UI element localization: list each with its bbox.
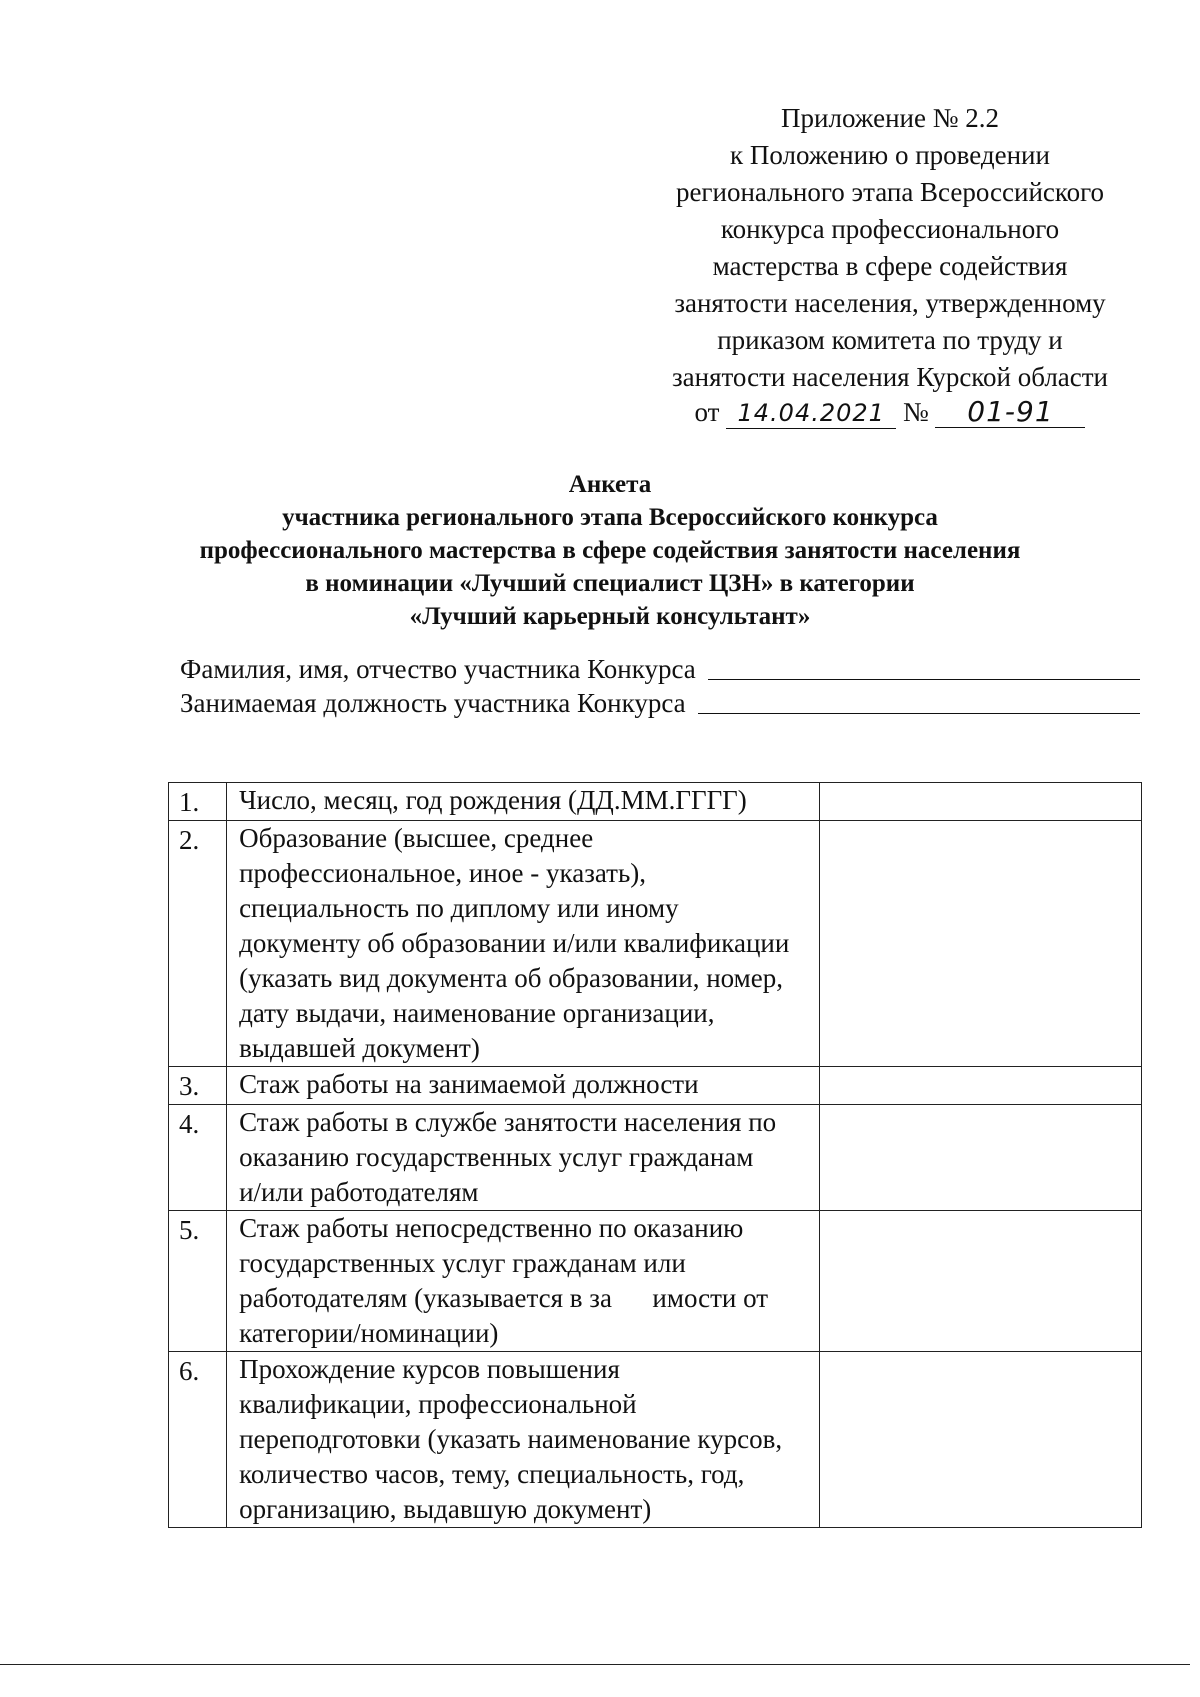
questionnaire-table-body [169,783,1142,1528]
row-description [227,821,820,1067]
description-line: Стаж работы в службе занятости населения по [239,1107,777,1137]
appendix-line: мастерства в сфере содействия [712,251,1068,281]
answer-cell[interactable] [819,1352,1141,1528]
row-number: 4. [169,1105,227,1211]
title-line: «Лучший карьерный консультант» [409,603,811,630]
description-line: выдавшей документ) [239,1033,480,1063]
page-bottom-rule [0,1664,1190,1665]
handwritten-order-number: 01-91 [935,397,1085,428]
description-line: категории/номинации) [239,1318,499,1348]
table-row [169,783,1142,821]
row-description [227,1352,820,1528]
answer-cell[interactable] [819,821,1141,1067]
handwritten-date: 14.04.2021 [726,398,896,429]
answer-cell[interactable] [819,1105,1141,1211]
appendix-line: Приложение № 2.2 [781,103,999,133]
form-title [160,468,1060,633]
row-description [227,783,820,821]
appendix-line: конкурса профессионального [720,214,1060,244]
table-row [169,1067,1142,1105]
table-row [169,1352,1142,1528]
field-position [180,686,1140,720]
field-full-name [180,652,1140,686]
description-line: Образование (высшее, среднее [239,823,594,853]
description-line: переподготовки (указать наименование курсов, [239,1424,783,1454]
appendix-line: к Положению о проведении [730,140,1050,170]
row-number: 2. [169,821,227,1067]
appendix-line: занятости населения Курской области [671,362,1109,392]
row-number: 6. [169,1352,227,1528]
description-line: Число, месяц, год рождения (ДД.ММ.ГГГГ) [239,785,747,815]
title-line: Анкета [568,471,652,498]
appendix-line: регионального этапа Всероссийского [675,177,1105,207]
answer-cell[interactable] [819,1211,1141,1352]
description-line: государственных услуг гражданам или [239,1248,686,1278]
description-line: и/или работодателям [239,1177,479,1207]
description-line: дату выдачи, наименование организации, [239,998,715,1028]
row-number: 3. [169,1067,227,1105]
answer-cell[interactable] [819,783,1141,821]
appendix-line: приказом комитета по труду и [717,325,1063,355]
description-line: документу об образовании и/или квалификации [239,928,790,958]
row-description [227,1211,820,1352]
position-blank[interactable] [698,687,1140,714]
appendix-line: занятости населения, утвержденному [674,288,1106,318]
field-label: Фамилия, имя, отчество участника Конкурса [180,654,696,684]
row-description [227,1067,820,1105]
description-line: Прохождение курсов повышения [239,1354,620,1384]
title-line: участника регионального этапа Всероссийского конкурса [282,504,938,531]
row-description [227,1105,820,1211]
questionnaire-table [168,782,1142,1528]
appendix-header [640,100,1140,431]
description-line: квалификации, профессиональной [239,1389,637,1419]
row-number: 1. [169,783,227,821]
description-line: Стаж работы на занимаемой должности [239,1069,699,1099]
table-row [169,821,1142,1067]
description-line: оказанию государственных услуг гражданам [239,1142,754,1172]
full-name-blank[interactable] [708,653,1140,680]
answer-cell[interactable] [819,1067,1141,1105]
title-line: профессионального мастерства в сфере содействия занятости населения [199,537,1021,564]
description-line: специальность по диплому или иному [239,893,679,923]
description-line: профессиональное, иное - указать), [239,858,647,888]
order-date-line [640,394,1140,431]
participant-fields [180,652,1140,720]
description-line: работодателям (указывается в за имости от [239,1283,769,1313]
description-line: организацию, выдавшую документ) [239,1494,652,1524]
table-row [169,1211,1142,1352]
table-row [169,1105,1142,1211]
field-label: Занимаемая должность участника Конкурса [180,688,686,718]
date-prefix: от [694,397,720,427]
title-line: в номинации «Лучший специалист ЦЗН» в категории [305,570,915,597]
row-number: 5. [169,1211,227,1352]
number-prefix: № [902,397,929,427]
description-line: (указать вид документа об образовании, номер, [239,963,783,993]
description-line: Стаж работы непосредственно по оказанию [239,1213,744,1243]
description-line: количество часов, тему, специальность, год, [239,1459,745,1489]
